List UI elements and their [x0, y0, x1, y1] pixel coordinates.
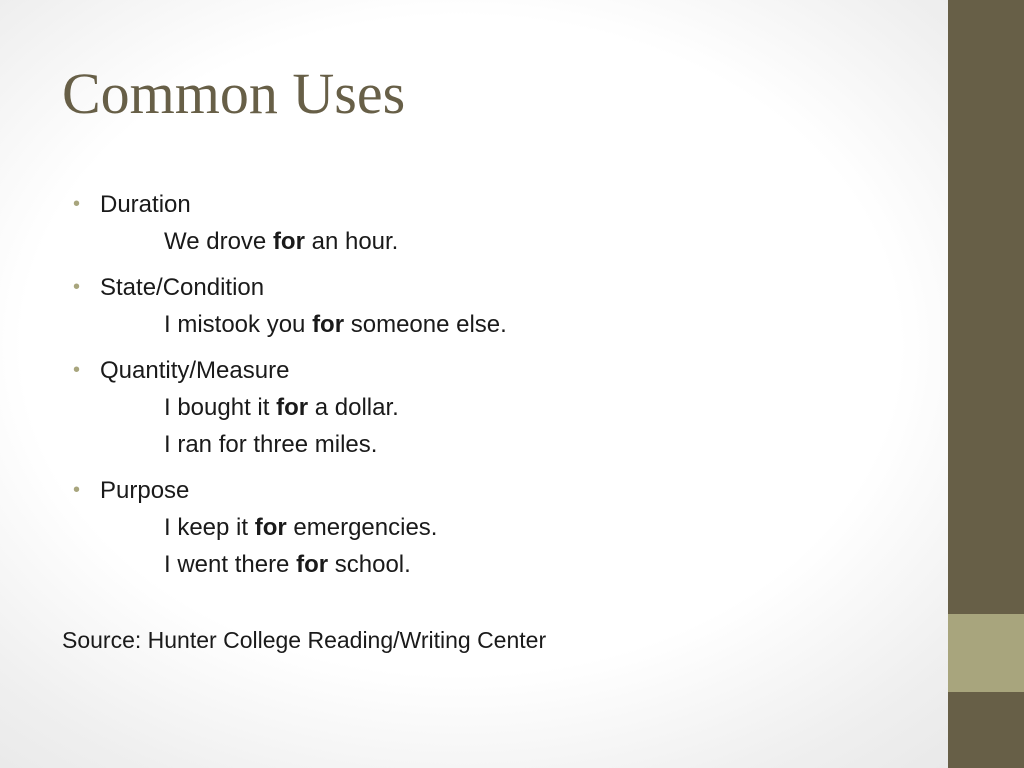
item-heading: Quantity/Measure: [100, 357, 290, 384]
list-item: [70, 472, 870, 583]
example-line: I bought it for a dollar.: [164, 394, 399, 421]
bullet-icon: •: [73, 193, 81, 215]
example-line: We drove for an hour.: [164, 228, 399, 255]
source-citation: Source: Hunter College Reading/Writing Center: [62, 627, 547, 653]
side-accent-block: [948, 614, 1024, 692]
item-heading: Purpose: [100, 477, 190, 504]
list-item: [70, 352, 870, 463]
example-line: I keep it for emergencies.: [164, 514, 438, 541]
item-heading: Duration: [100, 191, 191, 218]
item-heading: State/Condition: [100, 274, 265, 301]
bullet-list: [70, 186, 870, 592]
bullet-icon: •: [73, 479, 81, 501]
example-line: I went there for school.: [164, 551, 411, 578]
bullet-icon: •: [73, 359, 81, 381]
list-item: [70, 269, 870, 343]
example-line: I mistook you for someone else.: [164, 311, 507, 338]
slide-title: Common Uses: [62, 61, 406, 126]
bullet-icon: •: [73, 276, 81, 298]
list-item: [70, 186, 870, 260]
example-line: I ran for three miles.: [164, 431, 378, 458]
